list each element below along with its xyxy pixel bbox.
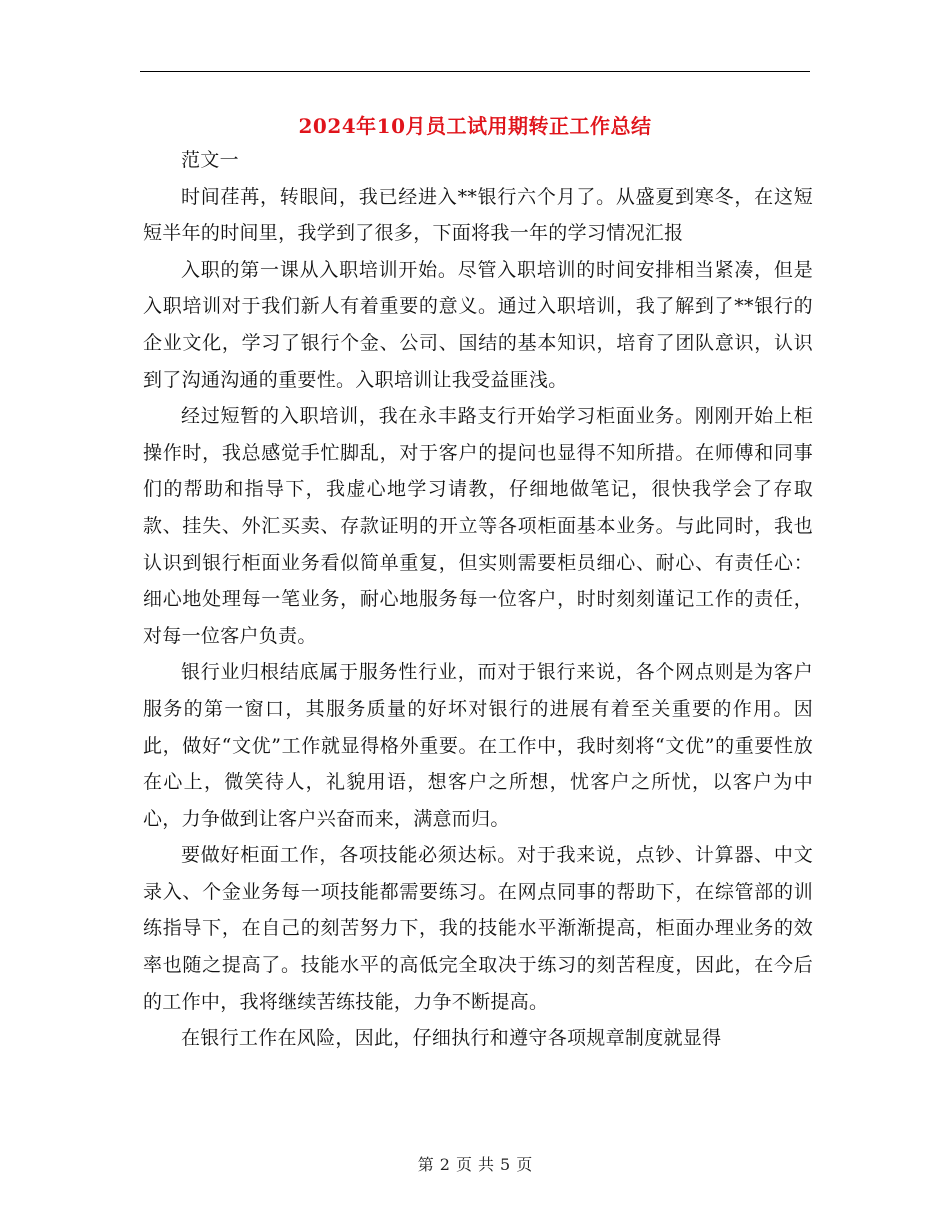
paragraph: 经过短暂的入职培训，我在永丰路支行开始学习柜面业务。刚刚开始上柜操作时，我总感觉手忙脚乱，对于客户的提问也显得不知所措。在师傅和同事们的帮助和指导下，我虚心地学习请教，仔细地做笔记，很快我学会了存取款、挂失、外汇买卖、存款证明的开立等各项柜面基本业务。与此同时，我也认识到银行柜面业务看似简单重复，但实则需要柜员细心、耐心、有责任心：细心地处理每一笔业务，耐心地服务每一位客户，时时刻刻谨记工作的责任，对每一位客户负责。 [143,405,813,647]
footer-total-label: 共 [478,1155,495,1174]
footer-page-prefix: 第 [417,1155,434,1174]
paragraph: 在银行工作在风险，因此，仔细执行和遵守各项规章制度就显得 [181,1027,722,1050]
page-footer [0,1153,950,1177]
document-body [143,142,813,1057]
document-title: 2024年10月员工试用期转正工作总结 [298,114,652,138]
paragraph: 要做好柜面工作，各项技能必须达标。对于我来说，点钞、计算器、中文录入、个金业务每一项技能都需要练习。在网点同事的帮助下，在综管部的训练指导下，在自己的刻苦努力下，我的技能水平渐渐提高，柜面办理业务的效率也随之提高了。技能水平的高低完全取决于练习的刻苦程度，因此，在今后的工作中，我将继续苦练技能，力争不断提高。 [143,844,813,1013]
footer-page-suffix: 页 [516,1155,533,1174]
footer-total-pages: 5 [500,1155,511,1174]
paragraph-heading: 范文一 [181,149,239,171]
paragraph: 时间荏苒，转眼间，我已经进入**银行六个月了。从盛夏到寒冬，在这短短半年的时间里，我学到了很多，下面将我一年的学习情况汇报 [143,185,813,245]
paragraph: 银行业归根结底属于服务性行业，而对于银行来说，各个网点则是为客户服务的第一窗口，其服务质量的好坏对银行的进展有着至关重要的作用。因此，做好“文优”工作就显得格外重要。在工作中，我时刻将“文优”的重要性放在心上，微笑待人，礼貌用语，想客户之所想，忧客户之所忧，以客户为中心，力争做到让客户兴奋而来，满意而归。 [143,661,813,830]
header-rule [140,71,810,72]
footer-page-mid: 页 [455,1155,472,1174]
footer-current-page: 2 [439,1155,450,1174]
paragraph: 入职的第一课从入职培训开始。尽管入职培训的时间安排相当紧凑，但是入职培训对于我们新人有着重要的意义。通过入职培训，我了解到了**银行的企业文化，学习了银行个金、公司、国结的基本知识，培育了团队意识，认识到了沟通沟通的重要性。入职培训让我受益匪浅。 [143,258,813,391]
